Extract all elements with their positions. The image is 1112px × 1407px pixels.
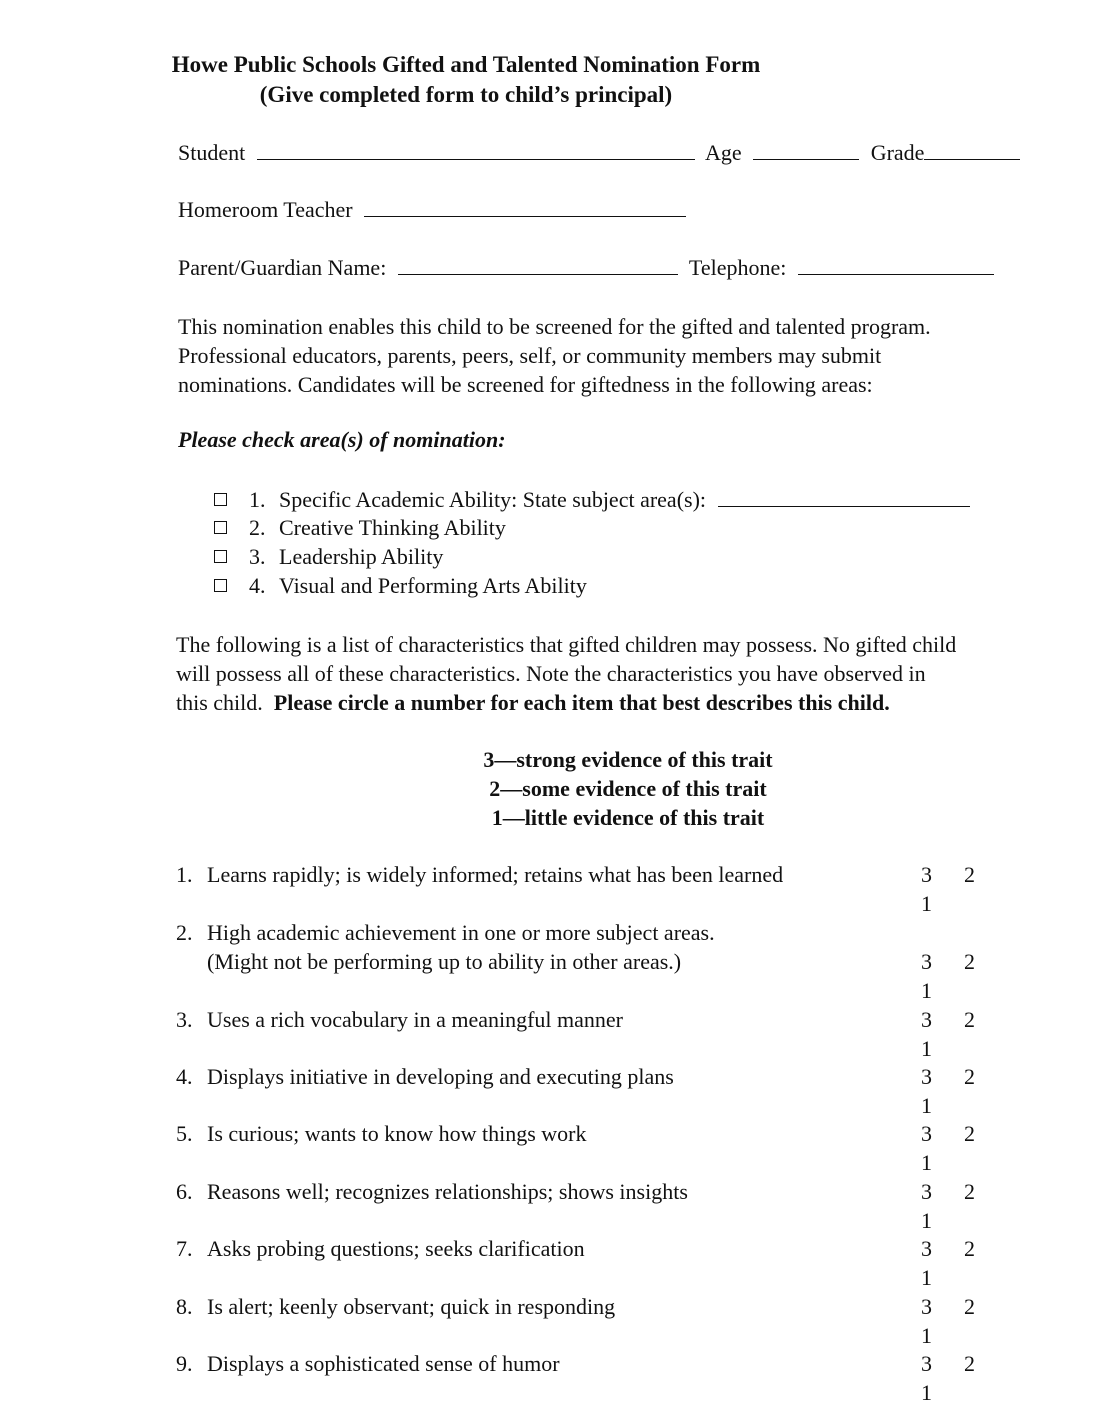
item-text: Uses a rich vocabulary in a meaningful manner [207,1007,624,1032]
area-item: 1. Specific Academic Ability: State subject area(s): [214,484,976,513]
rating-scale [921,860,1031,918]
score-1[interactable]: 1 [921,891,932,916]
legend-entry: 2—some evidence of this trait [489,776,767,801]
student-label: Student [178,140,246,165]
item-text: Is alert; keenly observant; quick in responding [207,1294,616,1319]
item-text: Is curious; wants to know how things work [207,1121,587,1146]
nomination-form-page: Howe Public Schools Gifted and Talented Nomination Form (Give completed form to child’s principal) Student Age Grade Homeroom Teacher Parent/Guardian Name: Telephone: This nomination enables this child to be screened for the gifted and talented program. Professional educators, parents, peers, self, or community members may submit nominations. Candidates will be screened for giftedness in the following areas: Please check area(s) of nomination: 1. Specific Academic Ability: State subject area(s): 2. Creative Thinking Ability 3. Leadership Ability 4. Visual and Performing Arts Ability The following is a list of characteristics that gifted children may possess. No gifted child will possess all of these characteristics. Note the characteristics you have observed in this child. Please circle a number for each item that best describes this child. 3—strong evidence of this trait 2—some evidence of this trait 1—little evidence of this trait 1. Learns rapidly; is widely informed; retains what has been learned 3 21 2. High academic achievement in one or more subject areas. (Might not be performing up to ability in other areas.) 3 21 3. Uses a rich vocabulary in a meaningful manner 3 21 4. Displays initiative in developing and executing plans 3 21 5. Is curious; wants to know how things work 3 21 6. Reasons well; recognizes relationships; shows insights 3 21 7. Asks probing questions; seeks clarification 3 21 8. Is alert; keenly observant; quick in responding 3 21 9. Displays a sophisticated sense of humor 3 21 [0,0,1112,1394]
intro-line: This nomination enables this child to be screened for the gifted and talented program. [178,314,931,339]
age-field[interactable] [753,137,859,160]
telephone-label: Telephone: [688,255,787,280]
score-1[interactable]: 1 [921,1265,932,1290]
grade-field[interactable] [924,137,1020,160]
check-heading: Please check area(s) of nomination: [178,427,506,452]
area-label: Leadership Ability [279,544,444,569]
score-2[interactable]: 2 [964,1121,975,1146]
intro-line: Professional educators, parents, peers, self, or community members may submit [178,343,882,368]
legend-entry: 3—strong evidence of this trait [483,747,773,772]
homeroom-field[interactable] [364,194,686,217]
rating-scale [921,1005,1031,1063]
score-1[interactable]: 1 [921,978,932,1003]
rating-scale [921,1062,1031,1120]
intro-line: nominations. Candidates will be screened for giftedness in the following areas: [178,372,873,397]
circle-instruction: Please circle a number for each item that best describes this child. [273,690,890,715]
score-2[interactable]: 2 [964,1179,975,1204]
form-header [0,50,1112,110]
score-2[interactable]: 2 [964,1236,975,1261]
characteristics-intro [176,630,1076,717]
rating-scale [921,947,1031,1005]
age-label: Age [705,140,742,165]
score-3[interactable]: 3 [921,1007,932,1032]
form-title: Howe Public Schools Gifted and Talented Nomination Form [171,52,761,77]
item-text: Learns rapidly; is widely informed; retains what has been learned [207,862,784,887]
item-text: Asks probing questions; seeks clarification [207,1236,585,1261]
area-label: Specific Academic Ability: State subject area(s): [279,487,707,512]
homeroom-label: Homeroom Teacher [178,197,353,222]
score-2[interactable]: 2 [964,1294,975,1319]
form-subtitle: (Give completed form to child’s principal) [259,82,673,107]
item-text: High academic achievement in one or more subject areas. [207,920,715,945]
student-field[interactable] [257,137,695,160]
item-text: Reasons well; recognizes relationships; shows insights [207,1179,688,1204]
score-2[interactable]: 2 [964,1007,975,1032]
score-2[interactable]: 2 [964,1351,975,1376]
score-1[interactable]: 1 [921,1150,932,1175]
checkbox[interactable] [214,521,227,534]
score-3[interactable]: 3 [921,1351,932,1376]
score-3[interactable]: 3 [921,1064,932,1089]
score-3[interactable]: 3 [921,949,932,974]
rating-legend [0,745,1112,832]
area-label: Creative Thinking Ability [279,515,506,540]
parent-field[interactable] [398,252,678,275]
area-item: 3. Leadership Ability [214,542,976,571]
subject-area-field[interactable] [718,484,970,507]
char-intro-line: this child. Please circle a number for each item that best describes this child. [176,690,890,715]
char-intro-line: The following is a list of characteristics that gifted children may possess. No gifted child [176,632,957,657]
rating-scale [921,1292,1031,1350]
score-1[interactable]: 1 [921,1036,932,1061]
item-text-cont: (Might not be performing up to ability in other areas.) [207,949,682,974]
item-text: Displays a sophisticated sense of humor [207,1351,560,1376]
telephone-field[interactable] [798,252,994,275]
score-3[interactable]: 3 [921,862,932,887]
score-1[interactable]: 1 [921,1208,932,1233]
score-1[interactable]: 1 [921,1093,932,1118]
grade-label: Grade [870,140,925,165]
area-item: 2. Creative Thinking Ability [214,513,976,542]
score-3[interactable]: 3 [921,1121,932,1146]
rating-scale [921,1349,1031,1407]
rating-scale [921,1234,1031,1292]
checkbox[interactable] [214,550,227,563]
item-text: Displays initiative in developing and executing plans [207,1064,674,1089]
area-label: Visual and Performing Arts Ability [279,573,587,598]
legend-entry: 1—little evidence of this trait [491,805,765,830]
checkbox[interactable] [214,579,227,592]
score-3[interactable]: 3 [921,1236,932,1261]
char-intro-line: will possess all of these characteristics. Note the characteristics you have observed in [176,661,926,686]
student-row [178,137,1026,167]
score-3[interactable]: 3 [921,1179,932,1204]
rating-scale [921,1119,1031,1177]
parent-row [178,252,1000,282]
parent-label: Parent/Guardian Name: [178,255,387,280]
score-2[interactable]: 2 [964,949,975,974]
score-1[interactable]: 1 [921,1323,932,1348]
score-3[interactable]: 3 [921,1294,932,1319]
intro-paragraph [178,312,1078,399]
area-item: 4. Visual and Performing Arts Ability [214,571,976,600]
checkbox[interactable] [214,493,227,506]
score-2[interactable]: 2 [964,862,975,887]
score-1[interactable]: 1 [921,1380,932,1405]
nomination-areas-list [214,484,976,600]
score-2[interactable]: 2 [964,1064,975,1089]
homeroom-row [178,194,692,224]
rating-scale [921,1177,1031,1235]
